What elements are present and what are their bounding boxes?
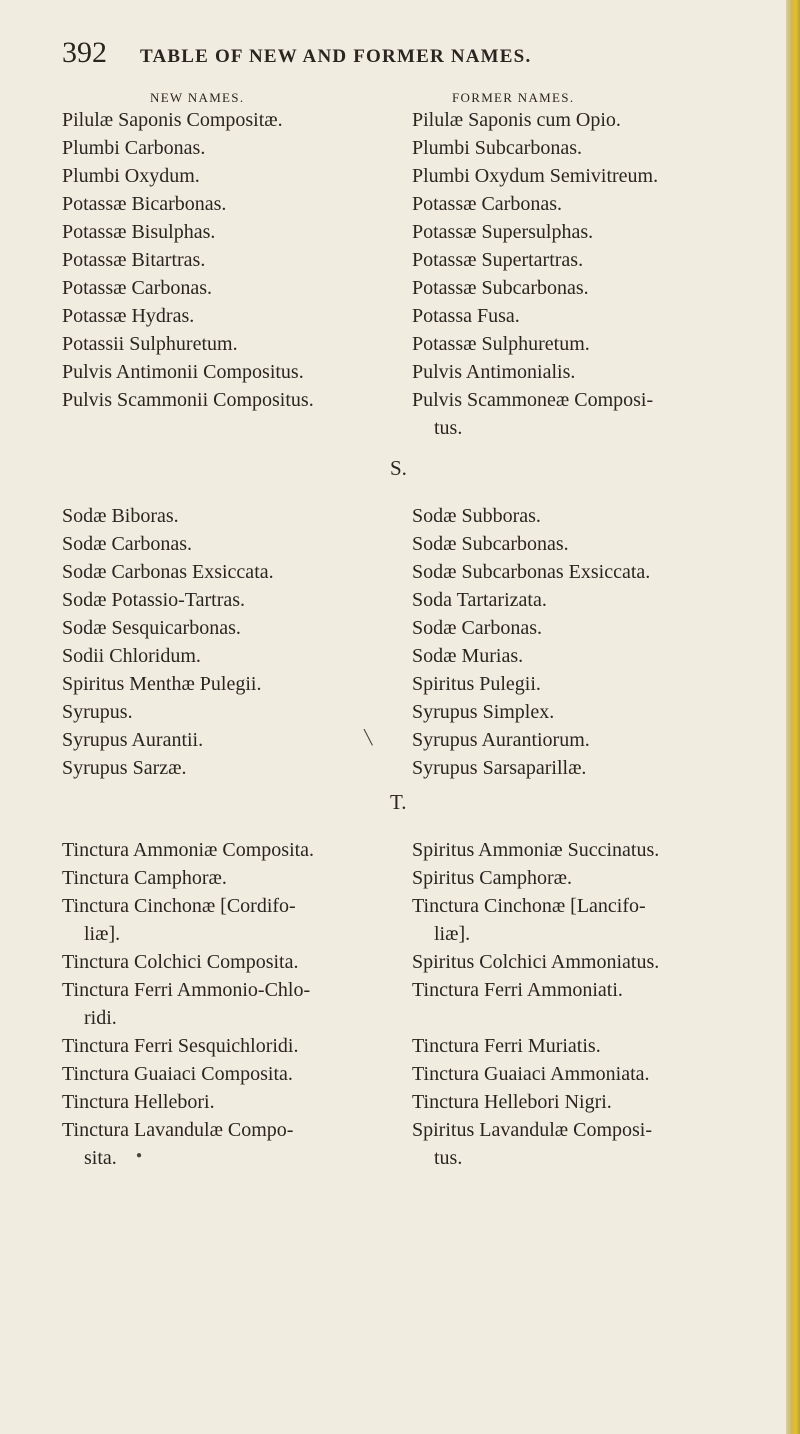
new-name-entry: Pulvis Scammonii Compositus. xyxy=(62,389,314,411)
new-name-entry: Tinctura Guaiaci Composita. xyxy=(62,1063,293,1085)
former-name-entry: Spiritus Pulegii. xyxy=(412,673,541,695)
new-name-entry: Syrupus Sarzæ. xyxy=(62,757,187,779)
new-name-entry: Tinctura Lavandulæ Compo- xyxy=(62,1119,294,1141)
former-name-entry: Sodæ Subcarbonas Exsiccata. xyxy=(412,561,651,583)
former-name-entry: Potassæ Supertartras. xyxy=(412,249,584,271)
former-name-entry: Pulvis Antimonialis. xyxy=(412,361,576,383)
former-name-entry: Potassæ Carbonas. xyxy=(412,193,562,215)
new-name-entry: Pilulæ Saponis Compositæ. xyxy=(62,109,283,131)
new-name-entry: Potassæ Hydras. xyxy=(62,305,195,327)
new-name-entry: Potassæ Carbonas. xyxy=(62,277,212,299)
ink-dot-mark: ● xyxy=(136,1150,143,1161)
former-name-entry: Spiritus Lavandulæ Composi- xyxy=(412,1119,652,1141)
former-name-entry: Syrupus Sarsaparillæ. xyxy=(412,757,587,779)
former-names-header: FORMER NAMES. xyxy=(452,90,575,105)
ink-stroke-mark: ╲ xyxy=(364,731,373,746)
former-name-entry: Syrupus Simplex. xyxy=(412,701,555,723)
former-name-entry: Potassæ Subcarbonas. xyxy=(412,277,589,299)
section-letter-t: T. xyxy=(390,790,407,814)
new-name-entry: Sodæ Carbonas Exsiccata. xyxy=(62,561,274,583)
former-name-entry: Potassa Fusa. xyxy=(412,305,520,327)
former-name-entry: Spiritus Camphoræ. xyxy=(412,867,573,889)
former-name-entry: Potassæ Supersulphas. xyxy=(412,221,594,243)
former-name-entry: Tinctura Ferri Muriatis. xyxy=(412,1035,601,1057)
new-name-entry: Plumbi Carbonas. xyxy=(62,137,206,159)
new-name-entry: Spiritus Menthæ Pulegii. xyxy=(62,673,262,695)
new-names-header: NEW NAMES. xyxy=(150,90,245,105)
new-name-entry: Tinctura Ferri Ammonio-Chlo- xyxy=(62,979,311,1001)
former-name-entry: Spiritus Colchici Ammoniatus. xyxy=(412,951,660,973)
former-name-entry: Tinctura Hellebori Nigri. xyxy=(412,1091,612,1113)
new-name-entry: liæ]. xyxy=(84,923,121,945)
new-name-entry: Sodæ Potassio-Tartras. xyxy=(62,589,246,611)
former-name-entry: Spiritus Ammoniæ Succinatus. xyxy=(412,839,660,861)
former-name-entry: Sodæ Carbonas. xyxy=(412,617,542,639)
section-letter-s: S. xyxy=(390,456,407,480)
new-name-entry: Syrupus. xyxy=(62,701,133,723)
new-name-entry: Tinctura Camphoræ. xyxy=(62,867,227,889)
new-name-entry: Potassæ Bitartras. xyxy=(62,249,206,271)
new-name-entry: Sodæ Carbonas. xyxy=(62,533,192,555)
new-name-entry: Plumbi Oxydum. xyxy=(62,165,200,187)
new-name-entry: Sodæ Sesquicarbonas. xyxy=(62,617,241,639)
new-name-entry: Potassæ Bisulphas. xyxy=(62,221,216,243)
new-name-entry: Tinctura Ferri Sesquichloridi. xyxy=(62,1035,299,1057)
new-name-entry: Tinctura Colchici Composita. xyxy=(62,951,299,973)
former-name-entry: Sodæ Subcarbonas. xyxy=(412,533,569,555)
new-name-entry: sita. xyxy=(84,1147,117,1169)
former-name-entry: Soda Tartarizata. xyxy=(412,589,547,611)
new-name-entry: ridi. xyxy=(84,1007,117,1029)
new-name-entry: Potassii Sulphuretum. xyxy=(62,333,238,355)
former-name-entry: Pulvis Scammoneæ Composi- xyxy=(412,389,654,411)
former-name-entry: Tinctura Guaiaci Ammoniata. xyxy=(412,1063,650,1085)
new-name-entry: Tinctura Ammoniæ Composita. xyxy=(62,839,315,861)
new-name-entry: Potassæ Bicarbonas. xyxy=(62,193,227,215)
new-name-entry: Tinctura Hellebori. xyxy=(62,1091,215,1113)
former-name-entry: Tinctura Cinchonæ [Lancifo- xyxy=(412,895,646,917)
new-name-entry: Tinctura Cinchonæ [Cordifo- xyxy=(62,895,296,917)
page-edge xyxy=(786,0,800,1434)
former-name-entry: tus. xyxy=(434,1147,463,1169)
former-name-entry: Potassæ Sulphuretum. xyxy=(412,333,590,355)
new-name-entry: Sodii Chloridum. xyxy=(62,645,201,667)
running-head: TABLE OF NEW AND FORMER NAMES. xyxy=(140,46,532,67)
new-name-entry: Pulvis Antimonii Compositus. xyxy=(62,361,304,383)
former-name-entry: Sodæ Murias. xyxy=(412,645,524,667)
former-name-entry: Syrupus Aurantiorum. xyxy=(412,729,590,751)
former-name-entry: Plumbi Oxydum Semivitreum. xyxy=(412,165,659,187)
former-name-entry: liæ]. xyxy=(434,923,471,945)
page-number: 392 xyxy=(62,36,107,69)
former-name-entry: Pilulæ Saponis cum Opio. xyxy=(412,109,621,131)
former-name-entry: Tinctura Ferri Ammoniati. xyxy=(412,979,623,1001)
former-name-entry: Sodæ Subboras. xyxy=(412,505,541,527)
new-name-entry: Syrupus Aurantii. xyxy=(62,729,204,751)
former-name-entry: tus. xyxy=(434,417,463,439)
former-name-entry: Plumbi Subcarbonas. xyxy=(412,137,582,159)
new-name-entry: Sodæ Biboras. xyxy=(62,505,179,527)
